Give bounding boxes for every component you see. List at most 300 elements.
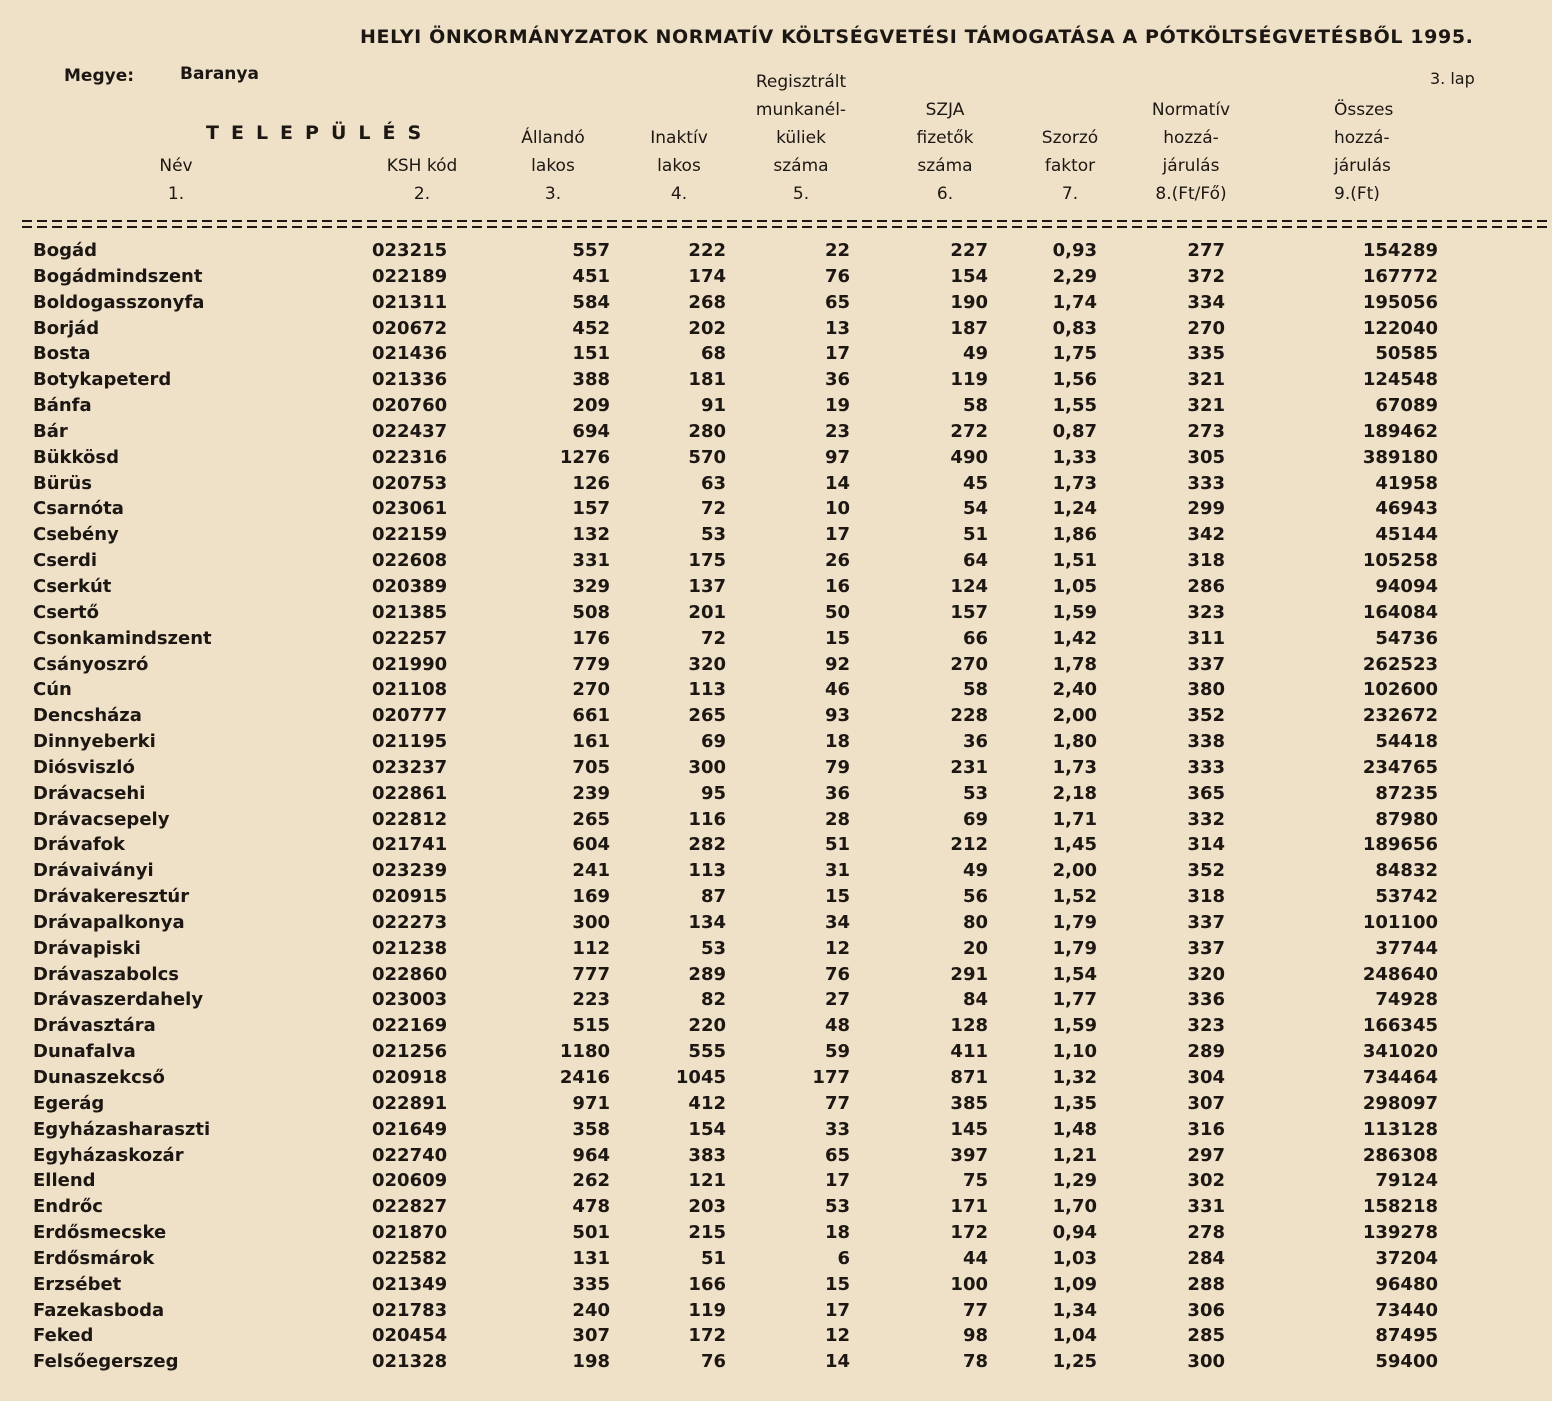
settlement-group-heading: TELEPÜLÉS <box>206 122 434 144</box>
cell-inactive-residents: 137 <box>688 575 726 597</box>
cell-total-contribution: 94094 <box>1375 575 1438 597</box>
cell-permanent-residents: 329 <box>572 575 610 597</box>
cell-szja-payers: 231 <box>950 756 988 778</box>
cell-multiplier: 1,03 <box>1052 1247 1097 1269</box>
table-row <box>0 369 1552 395</box>
cell-permanent-residents: 661 <box>572 705 610 727</box>
table-row <box>0 757 1552 783</box>
cell-total-contribution: 389180 <box>1362 446 1438 468</box>
cell-normative-contribution: 321 <box>1187 395 1225 417</box>
cell-registered-unemployed: 22 <box>824 240 850 261</box>
cell-inactive-residents: 181 <box>688 369 726 391</box>
cell-permanent-residents: 508 <box>572 601 610 623</box>
table-row <box>0 628 1552 654</box>
cell-multiplier: 1,09 <box>1052 1273 1097 1295</box>
cell-normative-contribution: 316 <box>1187 1118 1225 1140</box>
cell-registered-unemployed: 92 <box>824 653 850 675</box>
cell-total-contribution: 232672 <box>1362 705 1438 727</box>
cell-name: Bükkösd <box>33 446 119 468</box>
cell-permanent-residents: 358 <box>572 1118 610 1140</box>
cell-ksh-code: 021195 <box>372 731 448 753</box>
cell-total-contribution: 54736 <box>1375 627 1438 649</box>
cell-normative-contribution: 323 <box>1187 601 1225 623</box>
cell-permanent-residents: 223 <box>572 989 610 1011</box>
cell-permanent-residents: 209 <box>572 395 610 417</box>
cell-registered-unemployed: 46 <box>824 679 850 701</box>
cell-multiplier: 1,10 <box>1052 1041 1097 1063</box>
cell-registered-unemployed: 12 <box>824 937 850 959</box>
cell-name: Cún <box>33 679 72 701</box>
cell-total-contribution: 124548 <box>1362 369 1438 391</box>
cell-inactive-residents: 95 <box>700 782 726 804</box>
cell-name: Fazekasboda <box>33 1299 165 1321</box>
cell-total-contribution: 87980 <box>1375 808 1438 830</box>
cell-normative-contribution: 306 <box>1187 1299 1225 1321</box>
cell-ksh-code: 021870 <box>372 1222 448 1244</box>
cell-multiplier: 1,52 <box>1052 886 1097 908</box>
cell-szja-payers: 119 <box>950 369 988 391</box>
cell-multiplier: 0,83 <box>1052 317 1097 339</box>
cell-permanent-residents: 705 <box>572 756 610 778</box>
cell-szja-payers: 54 <box>962 498 988 520</box>
cell-multiplier: 1,79 <box>1052 911 1097 933</box>
cell-registered-unemployed: 65 <box>824 1144 850 1166</box>
cell-name: Cserkút <box>33 575 112 597</box>
cell-ksh-code: 022257 <box>372 627 448 649</box>
cell-total-contribution: 50585 <box>1375 343 1438 365</box>
cell-szja-payers: 145 <box>950 1118 988 1140</box>
table-row <box>0 292 1552 318</box>
cell-multiplier: 1,42 <box>1052 627 1097 649</box>
cell-normative-contribution: 300 <box>1187 1351 1225 1373</box>
cell-normative-contribution: 278 <box>1187 1222 1225 1244</box>
cell-total-contribution: 122040 <box>1362 317 1438 339</box>
cell-inactive-residents: 119 <box>688 1299 726 1321</box>
cell-szja-payers: 490 <box>950 446 988 468</box>
cell-inactive-residents: 69 <box>700 731 726 753</box>
cell-szja-payers: 871 <box>950 1067 988 1088</box>
cell-normative-contribution: 338 <box>1187 731 1225 753</box>
cell-registered-unemployed: 10 <box>824 498 850 520</box>
cell-registered-unemployed: 76 <box>824 963 850 985</box>
cell-name: Csebény <box>33 524 119 546</box>
cell-total-contribution: 84832 <box>1375 860 1438 882</box>
cell-permanent-residents: 240 <box>572 1299 610 1321</box>
cell-inactive-residents: 134 <box>688 911 726 933</box>
cell-inactive-residents: 72 <box>700 498 726 520</box>
cell-registered-unemployed: 14 <box>824 1351 850 1373</box>
cell-registered-unemployed: 59 <box>824 1041 850 1063</box>
cell-name: Drávaszerdahely <box>33 989 204 1011</box>
cell-total-contribution: 167772 <box>1362 265 1438 287</box>
cell-normative-contribution: 277 <box>1187 240 1225 261</box>
table-row <box>0 964 1552 990</box>
cell-inactive-residents: 174 <box>688 265 726 287</box>
cell-inactive-residents: 282 <box>688 834 726 856</box>
cell-registered-unemployed: 97 <box>824 446 850 468</box>
cell-normative-contribution: 337 <box>1187 911 1225 933</box>
cell-szja-payers: 212 <box>950 834 988 856</box>
cell-normative-contribution: 333 <box>1187 472 1225 494</box>
cell-szja-payers: 44 <box>962 1247 988 1269</box>
cell-szja-payers: 228 <box>950 705 988 727</box>
cell-normative-contribution: 289 <box>1187 1041 1225 1063</box>
cell-normative-contribution: 323 <box>1187 1015 1225 1037</box>
page-number: 3. lap <box>1430 69 1475 88</box>
cell-szja-payers: 128 <box>950 1015 988 1037</box>
cell-registered-unemployed: 26 <box>824 550 850 572</box>
cell-multiplier: 1,29 <box>1052 1170 1097 1192</box>
table-row <box>0 886 1552 912</box>
cell-ksh-code: 022812 <box>372 808 448 830</box>
cell-total-contribution: 154289 <box>1362 240 1438 261</box>
cell-total-contribution: 166345 <box>1362 1015 1438 1037</box>
cell-multiplier: 1,05 <box>1052 575 1097 597</box>
cell-ksh-code: 022273 <box>372 911 448 933</box>
cell-multiplier: 1,33 <box>1052 446 1097 468</box>
cell-normative-contribution: 318 <box>1187 886 1225 908</box>
table-row <box>0 318 1552 344</box>
cell-szja-payers: 84 <box>962 989 988 1011</box>
header-registered-unemployed: Regisztrált munkanél- küliek száma 5. <box>755 72 847 204</box>
cell-name: Erzsébet <box>33 1273 122 1295</box>
cell-inactive-residents: 76 <box>700 1351 726 1373</box>
cell-name: Boldogasszonyfa <box>33 291 205 313</box>
cell-permanent-residents: 265 <box>572 808 610 830</box>
cell-total-contribution: 158218 <box>1362 1196 1438 1218</box>
cell-permanent-residents: 478 <box>572 1196 610 1218</box>
table-row <box>0 1325 1552 1351</box>
header-total-contribution: Összes hozzá- járulás 9.(Ft) <box>1334 100 1394 204</box>
cell-permanent-residents: 239 <box>572 782 610 804</box>
table-row <box>0 783 1552 809</box>
cell-multiplier: 1,73 <box>1052 756 1097 778</box>
cell-name: Ellend <box>33 1170 96 1192</box>
county-label: Megye: <box>64 66 135 86</box>
cell-name: Csarnóta <box>33 498 124 520</box>
table-row <box>0 1145 1552 1171</box>
cell-inactive-residents: 383 <box>688 1144 726 1166</box>
table-row <box>0 1119 1552 1145</box>
cell-szja-payers: 227 <box>950 240 988 261</box>
cell-name: Dencsháza <box>33 705 142 727</box>
cell-registered-unemployed: 51 <box>824 834 850 856</box>
cell-szja-payers: 58 <box>962 679 988 701</box>
cell-szja-payers: 51 <box>962 524 988 546</box>
cell-permanent-residents: 501 <box>572 1222 610 1244</box>
cell-total-contribution: 67089 <box>1375 395 1438 417</box>
table-row <box>0 576 1552 602</box>
cell-szja-payers: 270 <box>950 653 988 675</box>
cell-ksh-code: 022316 <box>372 446 448 468</box>
cell-multiplier: 1,73 <box>1052 472 1097 494</box>
cell-szja-payers: 64 <box>962 550 988 572</box>
cell-permanent-residents: 241 <box>572 860 610 882</box>
cell-szja-payers: 157 <box>950 601 988 623</box>
cell-inactive-residents: 265 <box>688 705 726 727</box>
cell-ksh-code: 022169 <box>372 1015 448 1037</box>
cell-inactive-residents: 202 <box>688 317 726 339</box>
cell-permanent-residents: 964 <box>572 1144 610 1166</box>
cell-total-contribution: 96480 <box>1375 1273 1438 1295</box>
cell-name: Endrőc <box>33 1196 103 1218</box>
cell-ksh-code: 020672 <box>372 317 448 339</box>
table-row <box>0 1248 1552 1274</box>
cell-name: Borjád <box>33 317 100 339</box>
cell-total-contribution: 234765 <box>1362 756 1438 778</box>
cell-total-contribution: 298097 <box>1362 1092 1438 1114</box>
cell-name: Drávaiványi <box>33 860 154 882</box>
cell-total-contribution: 262523 <box>1362 653 1438 675</box>
cell-szja-payers: 291 <box>950 963 988 985</box>
cell-inactive-residents: 412 <box>688 1092 726 1114</box>
cell-ksh-code: 020753 <box>372 472 448 494</box>
cell-szja-payers: 49 <box>962 343 988 365</box>
cell-ksh-code: 020777 <box>372 705 448 727</box>
cell-inactive-residents: 63 <box>700 472 726 494</box>
cell-registered-unemployed: 65 <box>824 291 850 313</box>
cell-inactive-residents: 220 <box>688 1015 726 1037</box>
cell-total-contribution: 73440 <box>1375 1299 1438 1321</box>
cell-szja-payers: 45 <box>962 472 988 494</box>
cell-permanent-residents: 971 <box>572 1092 610 1114</box>
cell-normative-contribution: 305 <box>1187 446 1225 468</box>
cell-szja-payers: 66 <box>962 627 988 649</box>
cell-inactive-residents: 215 <box>688 1222 726 1244</box>
cell-normative-contribution: 285 <box>1187 1325 1225 1347</box>
cell-multiplier: 1,54 <box>1052 963 1097 985</box>
cell-szja-payers: 411 <box>950 1041 988 1063</box>
cell-name: Erdősmárok <box>33 1247 155 1269</box>
cell-name: Bogádmindszent <box>33 265 203 287</box>
cell-szja-payers: 75 <box>962 1170 988 1192</box>
cell-normative-contribution: 380 <box>1187 679 1225 701</box>
cell-multiplier: 2,00 <box>1052 860 1097 882</box>
cell-multiplier: 1,79 <box>1052 937 1097 959</box>
cell-normative-contribution: 297 <box>1187 1144 1225 1166</box>
cell-ksh-code: 021385 <box>372 601 448 623</box>
cell-total-contribution: 734464 <box>1362 1067 1438 1088</box>
cell-normative-contribution: 337 <box>1187 653 1225 675</box>
cell-name: Drávapiski <box>33 937 141 959</box>
header-inactive-residents: Inaktív lakos 4. <box>650 128 708 204</box>
cell-name: Drávacsepely <box>33 808 170 830</box>
cell-multiplier: 1,71 <box>1052 808 1097 830</box>
cell-szja-payers: 49 <box>962 860 988 882</box>
cell-name: Egerág <box>33 1092 105 1114</box>
cell-total-contribution: 248640 <box>1362 963 1438 985</box>
cell-name: Drávafok <box>33 834 126 856</box>
cell-inactive-residents: 268 <box>688 291 726 313</box>
cell-total-contribution: 189656 <box>1362 834 1438 856</box>
cell-normative-contribution: 288 <box>1187 1273 1225 1295</box>
cell-multiplier: 1,74 <box>1052 291 1097 313</box>
cell-name: Erdősmecske <box>33 1222 167 1244</box>
cell-registered-unemployed: 19 <box>824 395 850 417</box>
cell-inactive-residents: 201 <box>688 601 726 623</box>
cell-multiplier: 2,40 <box>1052 679 1097 701</box>
cell-ksh-code: 021649 <box>372 1118 448 1140</box>
cell-permanent-residents: 557 <box>572 240 610 261</box>
table-row <box>0 809 1552 835</box>
cell-inactive-residents: 51 <box>700 1247 726 1269</box>
table-row <box>0 1170 1552 1196</box>
table-row <box>0 1041 1552 1067</box>
cell-normative-contribution: 352 <box>1187 705 1225 727</box>
cell-total-contribution: 87495 <box>1375 1325 1438 1347</box>
cell-normative-contribution: 311 <box>1187 627 1225 649</box>
cell-name: Drávacsehi <box>33 782 146 804</box>
cell-total-contribution: 37204 <box>1375 1247 1438 1269</box>
cell-registered-unemployed: 76 <box>824 265 850 287</box>
table-row <box>0 834 1552 860</box>
cell-permanent-residents: 157 <box>572 498 610 520</box>
cell-ksh-code: 020389 <box>372 575 448 597</box>
cell-total-contribution: 341020 <box>1362 1041 1438 1063</box>
cell-permanent-residents: 126 <box>572 472 610 494</box>
cell-multiplier: 1,32 <box>1052 1067 1097 1088</box>
table-row <box>0 395 1552 421</box>
cell-szja-payers: 397 <box>950 1144 988 1166</box>
cell-total-contribution: 189462 <box>1362 420 1438 442</box>
header-multiplier: Szorzó faktor 7. <box>1041 128 1099 204</box>
cell-ksh-code: 021990 <box>372 653 448 675</box>
cell-normative-contribution: 333 <box>1187 756 1225 778</box>
table-row <box>0 421 1552 447</box>
cell-ksh-code: 021328 <box>372 1351 448 1373</box>
cell-permanent-residents: 1276 <box>559 446 610 468</box>
cell-registered-unemployed: 17 <box>824 1299 850 1321</box>
cell-total-contribution: 195056 <box>1362 291 1438 313</box>
cell-szja-payers: 56 <box>962 886 988 908</box>
cell-szja-payers: 36 <box>962 731 988 753</box>
cell-permanent-residents: 1180 <box>559 1041 610 1063</box>
cell-registered-unemployed: 28 <box>824 808 850 830</box>
cell-szja-payers: 124 <box>950 575 988 597</box>
cell-permanent-residents: 515 <box>572 1015 610 1037</box>
cell-inactive-residents: 53 <box>700 937 726 959</box>
cell-total-contribution: 37744 <box>1375 937 1438 959</box>
cell-registered-unemployed: 33 <box>824 1118 850 1140</box>
cell-normative-contribution: 331 <box>1187 1196 1225 1218</box>
cell-normative-contribution: 365 <box>1187 782 1225 804</box>
header-ksh-code: KSH kód 2. <box>386 156 458 204</box>
cell-name: Feked <box>33 1325 94 1347</box>
table-row <box>0 938 1552 964</box>
cell-ksh-code: 022189 <box>372 265 448 287</box>
cell-multiplier: 1,48 <box>1052 1118 1097 1140</box>
cell-inactive-residents: 113 <box>688 860 726 882</box>
cell-registered-unemployed: 177 <box>812 1067 850 1088</box>
cell-permanent-residents: 132 <box>572 524 610 546</box>
cell-multiplier: 2,18 <box>1052 782 1097 804</box>
cell-multiplier: 1,80 <box>1052 731 1097 753</box>
header-name: Név 1. <box>159 156 193 204</box>
cell-multiplier: 1,51 <box>1052 550 1097 572</box>
cell-normative-contribution: 304 <box>1187 1067 1225 1088</box>
cell-permanent-residents: 331 <box>572 550 610 572</box>
header-normative-contribution: Normatív hozzá- járulás 8.(Ft/Fő) <box>1151 100 1231 204</box>
cell-multiplier: 1,70 <box>1052 1196 1097 1218</box>
cell-inactive-residents: 172 <box>688 1325 726 1347</box>
cell-permanent-residents: 779 <box>572 653 610 675</box>
cell-registered-unemployed: 50 <box>824 601 850 623</box>
cell-ksh-code: 023237 <box>372 756 448 778</box>
cell-name: Botykapeterd <box>33 369 172 391</box>
cell-multiplier: 2,29 <box>1052 265 1097 287</box>
cell-ksh-code: 023003 <box>372 989 448 1011</box>
table-row <box>0 1015 1552 1041</box>
table-row <box>0 343 1552 369</box>
cell-registered-unemployed: 17 <box>824 524 850 546</box>
cell-szja-payers: 171 <box>950 1196 988 1218</box>
cell-permanent-residents: 151 <box>572 343 610 365</box>
cell-inactive-residents: 555 <box>688 1041 726 1063</box>
cell-registered-unemployed: 27 <box>824 989 850 1011</box>
cell-normative-contribution: 335 <box>1187 343 1225 365</box>
cell-inactive-residents: 175 <box>688 550 726 572</box>
cell-ksh-code: 023239 <box>372 860 448 882</box>
cell-multiplier: 1,59 <box>1052 1015 1097 1037</box>
cell-registered-unemployed: 77 <box>824 1092 850 1114</box>
cell-permanent-residents: 2416 <box>559 1067 610 1088</box>
cell-szja-payers: 53 <box>962 782 988 804</box>
cell-total-contribution: 87235 <box>1375 782 1438 804</box>
cell-total-contribution: 53742 <box>1375 886 1438 908</box>
cell-multiplier: 1,35 <box>1052 1092 1097 1114</box>
cell-inactive-residents: 570 <box>688 446 726 468</box>
cell-normative-contribution: 352 <box>1187 860 1225 882</box>
cell-szja-payers: 98 <box>962 1325 988 1347</box>
cell-ksh-code: 021741 <box>372 834 448 856</box>
cell-szja-payers: 77 <box>962 1299 988 1321</box>
table-row <box>0 1222 1552 1248</box>
cell-registered-unemployed: 17 <box>824 343 850 365</box>
cell-name: Bár <box>33 420 68 442</box>
cell-multiplier: 1,25 <box>1052 1351 1097 1373</box>
cell-name: Felsőegerszeg <box>33 1351 179 1373</box>
cell-permanent-residents: 604 <box>572 834 610 856</box>
table-row <box>0 705 1552 731</box>
cell-permanent-residents: 169 <box>572 886 610 908</box>
cell-permanent-residents: 198 <box>572 1351 610 1373</box>
cell-registered-unemployed: 34 <box>824 911 850 933</box>
cell-ksh-code: 022437 <box>372 420 448 442</box>
cell-ksh-code: 021349 <box>372 1273 448 1295</box>
cell-registered-unemployed: 12 <box>824 1325 850 1347</box>
cell-name: Diósviszló <box>33 756 135 778</box>
cell-registered-unemployed: 23 <box>824 420 850 442</box>
cell-ksh-code: 022861 <box>372 782 448 804</box>
cell-permanent-residents: 694 <box>572 420 610 442</box>
cell-name: Bosta <box>33 343 91 365</box>
cell-multiplier: 1,55 <box>1052 395 1097 417</box>
cell-permanent-residents: 131 <box>572 1247 610 1269</box>
cell-name: Bogád <box>33 240 98 261</box>
cell-inactive-residents: 68 <box>700 343 726 365</box>
cell-registered-unemployed: 15 <box>824 1273 850 1295</box>
cell-normative-contribution: 273 <box>1187 420 1225 442</box>
cell-ksh-code: 021108 <box>372 679 448 701</box>
cell-registered-unemployed: 16 <box>824 575 850 597</box>
cell-normative-contribution: 342 <box>1187 524 1225 546</box>
cell-ksh-code: 023061 <box>372 498 448 520</box>
cell-total-contribution: 286308 <box>1362 1144 1438 1166</box>
cell-registered-unemployed: 36 <box>824 782 850 804</box>
cell-normative-contribution: 334 <box>1187 291 1225 313</box>
cell-multiplier: 1,45 <box>1052 834 1097 856</box>
cell-szja-payers: 154 <box>950 265 988 287</box>
